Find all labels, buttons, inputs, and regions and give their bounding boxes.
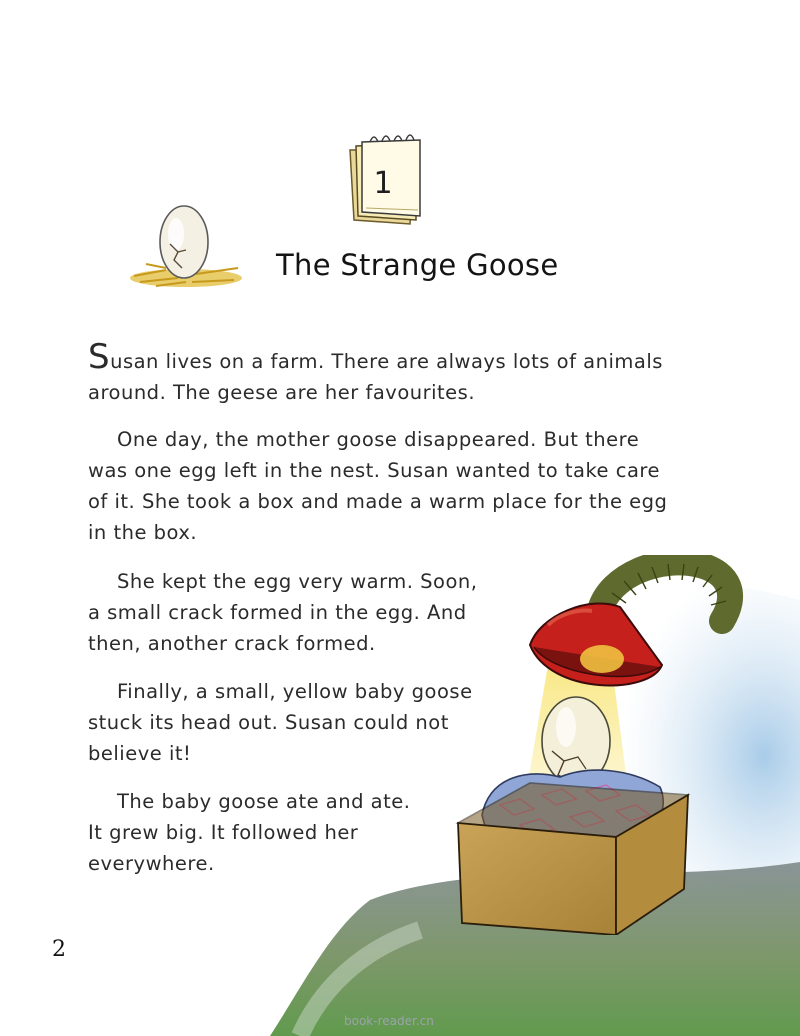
story-line: was one egg left in the nest. Susan wanted to take care	[88, 459, 661, 482]
story-paragraph-5	[88, 786, 410, 879]
story-line: It grew big. It followed her	[88, 821, 359, 844]
story-line: believe it!	[88, 742, 192, 765]
heat-lamp-egg-illustration	[430, 555, 800, 935]
egg-nest-icon	[126, 198, 246, 294]
story-line: One day, the mother goose disappeared. But there	[117, 428, 640, 451]
watermark: book-reader.cn	[344, 1014, 434, 1028]
story-paragraph-2	[88, 424, 667, 548]
story-line: Finally, a small, yellow baby goose	[117, 680, 473, 703]
story-line: then, another crack formed.	[88, 632, 376, 655]
chapter-title: The Strange Goose	[276, 248, 559, 282]
story-line: The baby goose ate and ate.	[117, 790, 411, 813]
story-line: of it. She took a box and made a warm place for the egg	[88, 490, 668, 513]
story-paragraph-3	[88, 566, 477, 659]
story-line: around. The geese are her favourites.	[88, 381, 476, 404]
story-paragraph-1	[88, 337, 663, 408]
heat-lamp-icon	[530, 562, 730, 685]
story-line: stuck its head out. Susan could not	[88, 711, 449, 734]
story-line: She kept the egg very warm. Soon,	[117, 570, 478, 593]
story-line: everywhere.	[88, 852, 215, 875]
story-line: a small crack formed in the egg. And	[88, 601, 467, 624]
story-line-text: usan lives on a farm. There are always lots of animals	[110, 350, 663, 373]
drop-cap: S	[88, 337, 111, 377]
chapter-number: 1	[373, 166, 393, 201]
story-line	[88, 337, 663, 377]
egg-box-icon	[458, 697, 688, 935]
story-line: in the box.	[88, 521, 198, 544]
page-number: 2	[52, 937, 66, 962]
story-paragraph-4	[88, 676, 473, 769]
